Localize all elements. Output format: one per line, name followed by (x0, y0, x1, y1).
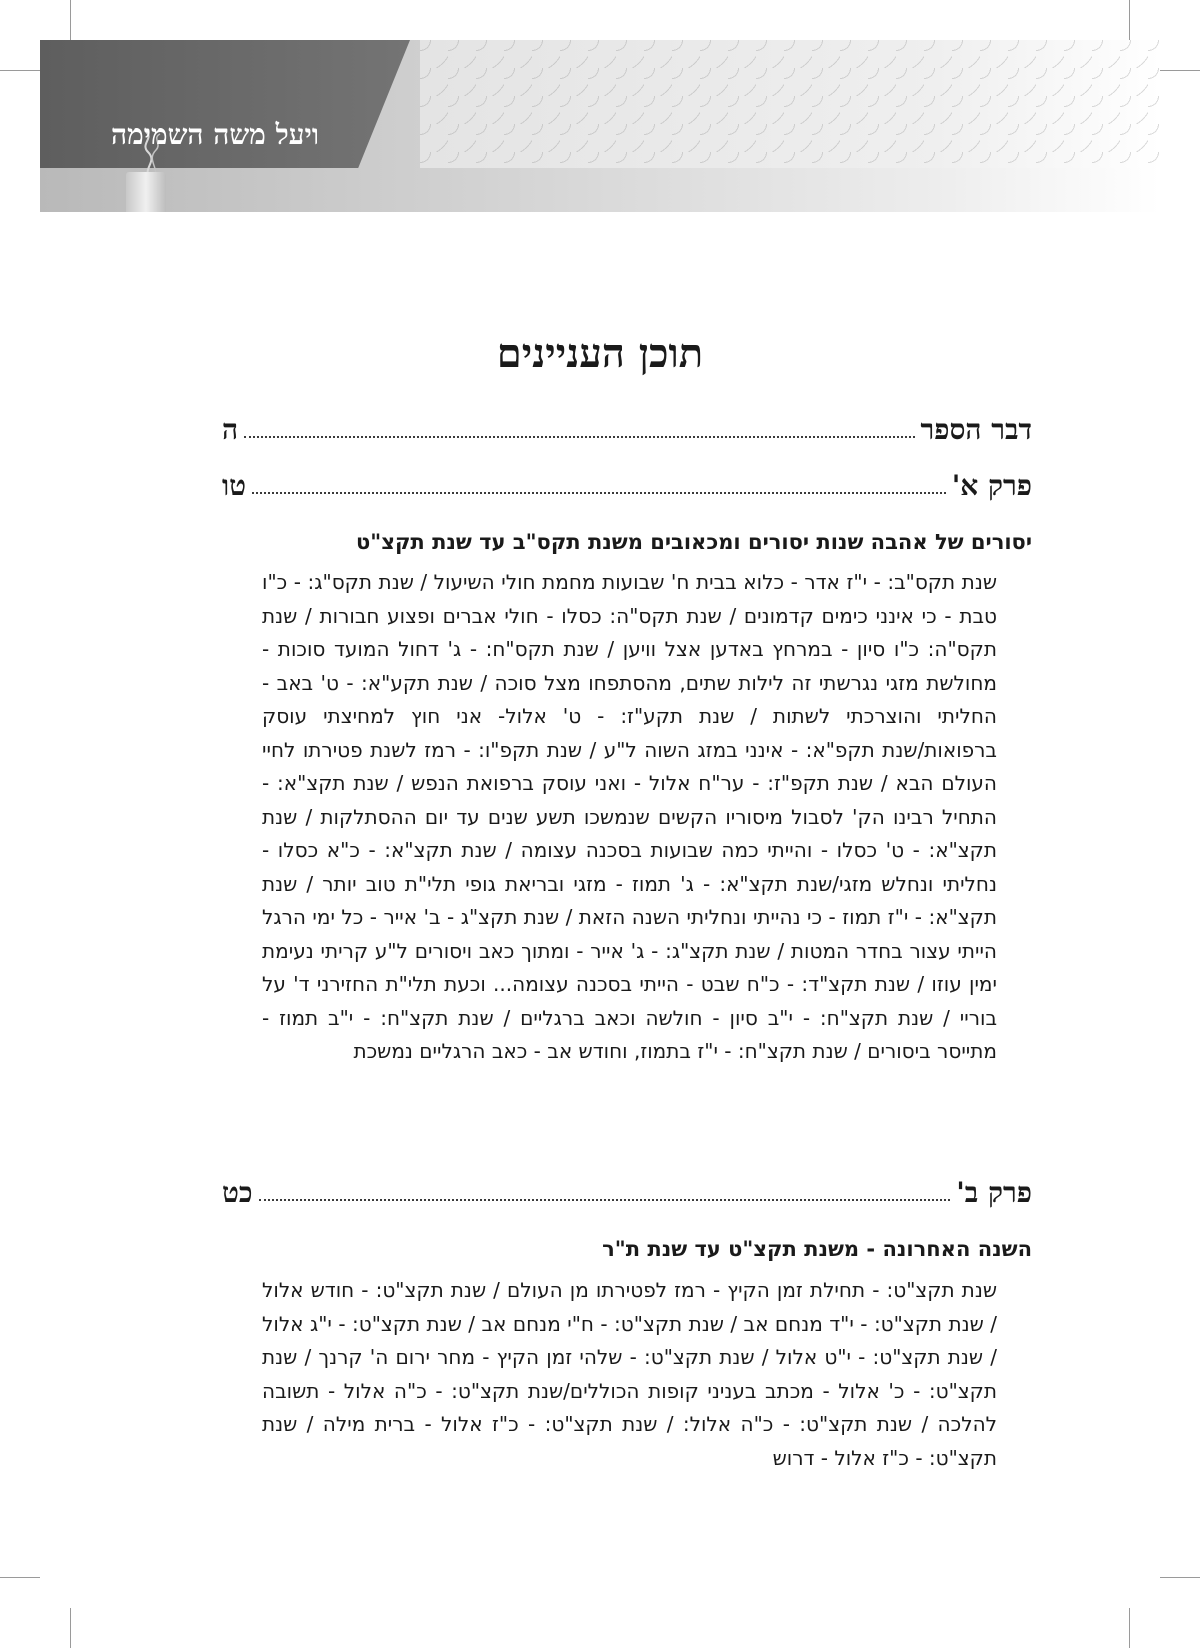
toc-entry-label: דבר הספר (920, 413, 1032, 446)
toc-entry-label: פרק א' (951, 469, 1032, 502)
dot-leader (252, 491, 946, 494)
candle-icon (126, 172, 166, 212)
toc-entry[interactable] (222, 463, 1032, 503)
page-header (40, 40, 1160, 212)
page-title: תוכן העניינים (496, 330, 704, 377)
crop-mark (70, 1608, 71, 1648)
section-heading: יסורים של אהבה שנות יסורים ומכאובים משנת תקס"ב עד שנת תקצ"ט (356, 530, 1032, 554)
crop-mark (1160, 70, 1200, 71)
crop-mark (1160, 1577, 1200, 1578)
toc-entry-page: טו (222, 469, 247, 502)
crop-mark (70, 0, 71, 40)
crop-mark (1129, 0, 1130, 40)
toc-entry[interactable] (222, 407, 1032, 447)
dot-leader (259, 1198, 951, 1201)
toc-entry-page: ה (222, 413, 239, 446)
header-pattern (420, 40, 1160, 168)
toc-entry[interactable] (222, 1170, 1032, 1210)
crop-mark (0, 70, 40, 71)
section-text: שנת תקצ"ט: - תחילת זמן הקיץ - רמז לפטירתו מן העולם / שנת תקצ"ט: - חודש אלול / שנת תקצ"ט: - י"ד מנחם אב / שנת תקצ"ט: - ח"י מנחם אב / שנת תקצ"ט: - י"ג אלול / שנת תקצ"ט: - י"ט אלול / שנת תקצ"ט: - שלהי זמן הקיץ - מחר ירום ה' קרנך / שנת תקצ"ט: - כ' אלול - מכתב בעניני קופות הכוללים/שנת תקצ"ט: - כ"ה אלול - תשובה להלכה / שנת תקצ"ט: - כ"ה אלול: / שנת תקצ"ט: - כ"ז אלול - ברית מילה / שנת תקצ"ט: - כ"ז אלול - דרוש (262, 1278, 997, 1470)
crop-mark (0, 1577, 40, 1578)
crop-mark (1129, 1608, 1130, 1648)
book-title: ויעל משה השמימה (110, 118, 320, 151)
toc-entry-page: כט (222, 1176, 253, 1209)
section-heading: השנה האחרונה - משנת תקצ"ט עד שנת ת"ר (602, 1237, 1032, 1261)
toc-entry-label: פרק ב' (956, 1176, 1032, 1209)
dot-leader (244, 435, 914, 438)
section-text: שנת תקס"ב: - י"ז אדר - כלוא בבית ח' שבועות מחמת חולי השיעול / שנת תקס"ג: - כ"ו טבת - כי אינני כימים קדמונים / שנת תקס"ה: כסלו - חולי אברים ופצוע חבורות / שנת תקס"ה: כ"ו סיון - במרחץ באדען אצל וויען / שנת תקס"ח: - ג' דחול המועד סוכות - מחולשת מזגי נגרשתי זה לילות שתים, מהסתפחו מצל סוכה / שנת תקע"א: - ט' באב - החליתי והוצרכתי לשתות / שנת תקע"ז: - ט' אלול- אני חוץ למחיצתי עוסק ברפואות/שנת תקפ"א: - אינני במזג השוה ל"ע / שנת תקפ"ו: - רמז לשנת פטירתו לחיי העולם הבא / שנת תקפ"ז: - ער"ח אלול - ואני עוסק ברפואת הנפש / שנת תקצ"א: - התחיל רבינו הק' לסבול מיסוריו הקשים שנמשכו תשע שנים עד יום ההסתלקות / שנת תקצ"א: - ט' כסלו - והייתי כמה שבועות בסכנה עצומה / שנת תקצ"א: - כ"א כסלו - נחליתי ונחלש מזגי/שנת תקצ"א: - ג' תמוז - מזגי ובריאת גופי תלי"ת טוב יותר / שנת תקצ"א: - י"ז תמוז - כי נהייתי ונחליתי השנה הזאת / שנת תקצ"ג - ב' אייר - כל ימי הרגל הייתי עצור בחדר המטות / שנת תקצ"ג: - ג' אייר - ומתוך כאב ויסורים ל"ע קריתי נעימת ימין עוזו / שנת תקצ"ד: - כ"ח שבט - הייתי בסכנה עצומה... וכעת תלי"ת החזירני ד' על בוריי / שנת תקצ"ח: - י"ב סיון - חולשה וכאב ברגליים / שנת תקצ"ח: - י"ב תמוז - מתייסר ביסורים / שנת תקצ"ח: - י"ז בתמוז, וחודש אב - כאב הרגליים נמשכת (262, 570, 997, 1063)
